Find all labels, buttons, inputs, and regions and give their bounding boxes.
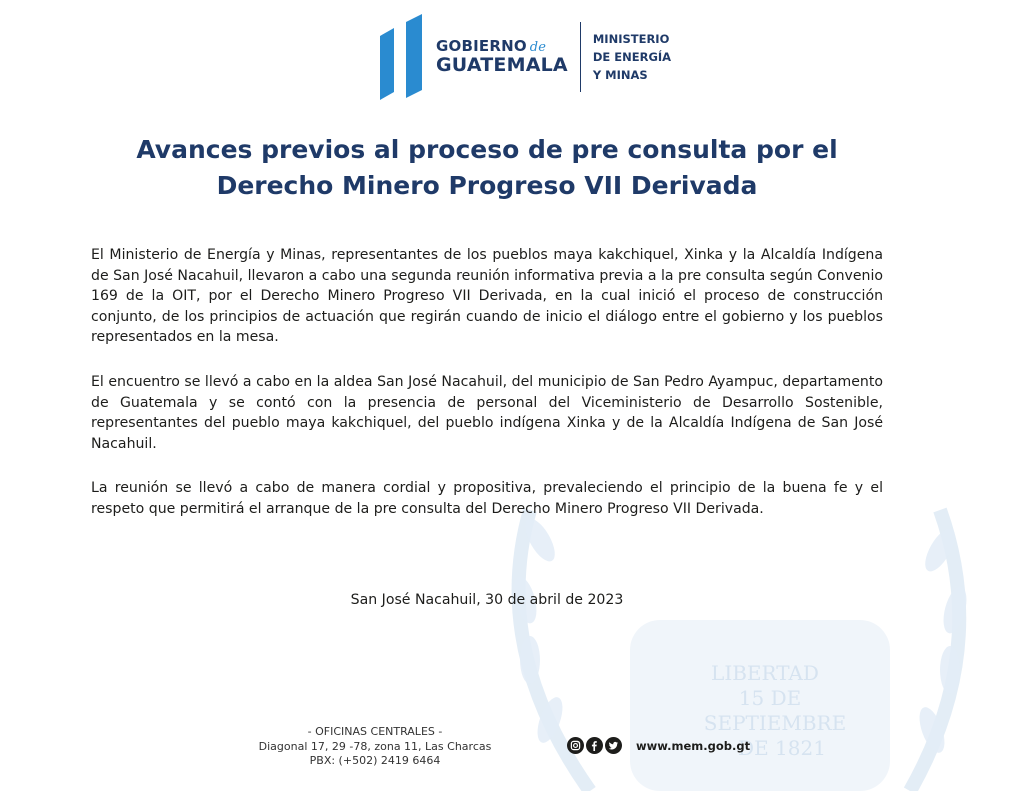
page-title bbox=[90, 132, 884, 204]
footer-social bbox=[567, 737, 750, 754]
dateline: San José Nacahuil, 30 de abril de 2023 bbox=[350, 592, 624, 608]
paragraph-2: El encuentro se llevó a cabo en la aldea San José Nacahuil, del municipio de San Pedro Ayampuc, departamento de Guatemala y se contó con la presencia de personal del Viceministerio de Desarrollo Sostenible, representantes del pueblo maya kakchiquel, del pueblo indígena Xinka y de la Alcaldía Indígena de San José Nacahuil. bbox=[91, 373, 883, 452]
ministry-name bbox=[593, 30, 671, 84]
watermark-line4: DE 1821 bbox=[738, 736, 826, 760]
logo-de-text: de bbox=[529, 40, 547, 55]
watermark-line2: 15 DE bbox=[738, 686, 802, 710]
government-logo-bars-icon bbox=[378, 14, 426, 100]
title-line-2: Derecho Minero Progreso VII Derivada bbox=[216, 171, 758, 200]
facebook-icon[interactable] bbox=[586, 737, 603, 754]
logo-guatemala-text: GUATEMALA bbox=[436, 54, 568, 76]
footer-address bbox=[240, 725, 510, 769]
website-link[interactable]: www.mem.gob.gt bbox=[636, 738, 751, 753]
header-logo bbox=[378, 14, 671, 100]
title-line-1: Avances previos al proceso de pre consulta por el bbox=[136, 135, 838, 164]
ministry-line-2: DE ENERGÍA bbox=[592, 50, 672, 64]
logo-divider bbox=[580, 22, 581, 92]
ministry-line-3: Y MINAS bbox=[592, 68, 648, 82]
paragraph-3: La reunión se llevó a cabo de manera cordial y propositiva, prevaleciendo el principio de la buena fe y el respeto que permitirá el arranque de la pre consulta del Derecho Minero Progreso VII Derivada. bbox=[91, 480, 883, 517]
twitter-icon[interactable] bbox=[605, 737, 622, 754]
paragraph-1: El Ministerio de Energía y Minas, representantes de los pueblos maya kakchiquel, Xinka y la Alcaldía Indígena de San José Nacahuil, llevaron a cabo una segunda reunión informativa previa a la pre consulta según Convenio 169 de la OIT, por el Derecho Minero Progreso VII Derivada, en la cual inició el proceso de construcción conjunto, de los principios de actuación que regirán cuando de inicio el diálogo entre el gobierno y los pueblos representados en la mesa. bbox=[91, 247, 883, 346]
instagram-icon[interactable] bbox=[567, 737, 584, 754]
office-title: - OFICINAS CENTRALES - bbox=[307, 725, 443, 738]
gobierno-guatemala-wordmark bbox=[436, 39, 568, 75]
watermark-line1: LIBERTAD bbox=[711, 661, 819, 685]
office-address: Diagonal 17, 29 -78, zona 11, Las Charcas bbox=[258, 739, 492, 753]
watermark-line3: SEPTIEMBRE bbox=[703, 711, 847, 735]
office-phone: PBX: (+502) 2419 6464 bbox=[309, 754, 441, 767]
press-release-body bbox=[91, 245, 883, 544]
logo-gobierno-text: GOBIERNO bbox=[436, 37, 527, 55]
ministry-line-1: MINISTERIO bbox=[592, 32, 670, 46]
